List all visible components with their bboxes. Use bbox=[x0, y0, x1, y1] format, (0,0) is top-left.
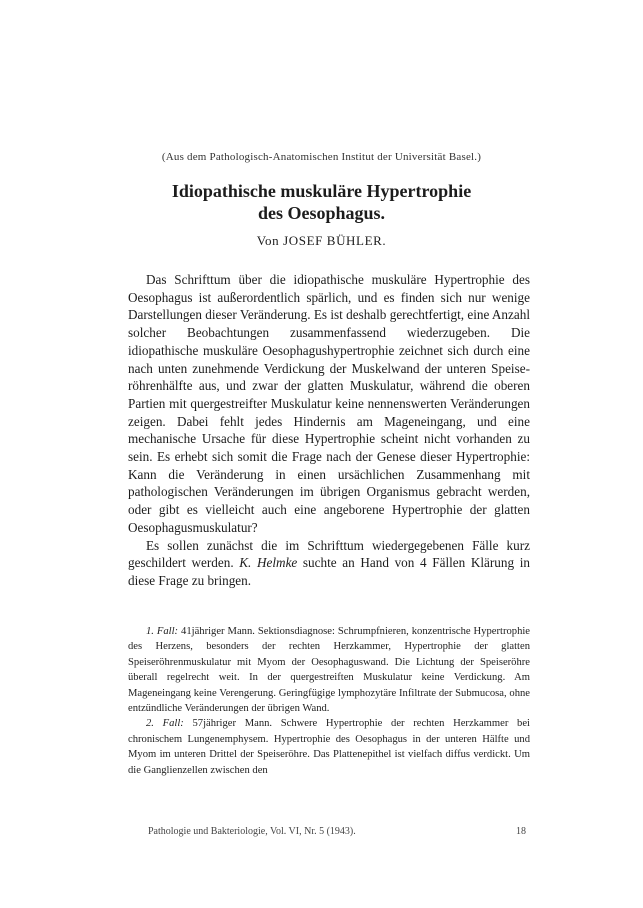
page-number: 18 bbox=[516, 826, 526, 837]
article-title bbox=[0, 180, 643, 224]
case-text: 57jähriger Mann. Schwere Hypertrophie der rechten Herzkammer bei chronischem Lungenemphysem. Hypertrophie des Oesophagus in der unteren Hälfte und Myom im unteren Drittel der Speiseröhre. Das Plattenepithel ist vielfach diffus verdickt. Um die Ganglienzellen zwischen den bbox=[128, 718, 530, 776]
paragraph-2 bbox=[128, 537, 530, 590]
body-text bbox=[128, 271, 530, 590]
case-report bbox=[128, 716, 530, 778]
author-reference: K. Helmke bbox=[239, 555, 298, 571]
title-line-2: des Oesophagus. bbox=[257, 203, 386, 223]
author-line: Von JOSEF BÜHLER. bbox=[256, 233, 387, 248]
title-line-1: Idiopathische muskuläre Hypertrophie bbox=[171, 181, 472, 201]
case-reports bbox=[128, 624, 530, 778]
case-text: 41jähriger Mann. Sektionsdiagnose: Schrumpfnieren, konzentrische Hypertrophie des Herzens, besonders der rechten Herzkammer, Hypertrophie der glatten Speiseröhrenmuskulatur mit Myom der Oesophaguswand. Die Lichtung der Speiseröhre überall regelrecht weit. In der quergestreiften Muskulatur keine Verdickung. Am Mageneingang keine Verengerung. Geringfügige lymphozytäre Infiltrate der Submucosa, ohne entzündliche Veränderungen der übrigen Wand. bbox=[128, 626, 531, 715]
case-report bbox=[128, 624, 530, 716]
paragraph-2-text: Es sollen zunächst die im Schrifttum wiedergegebenen Fälle kurz geschildert werden. bbox=[128, 537, 530, 571]
case-label: 2. Fall: bbox=[146, 718, 184, 730]
paragraph-1: Das Schrifttum über die idiopathische muskuläre Hypertrophie des Oesophagus ist außerordentlich spärlich, und es finden sich nur wenige Darstellungen dieser Veränderung. Es ist deshalb gerechtfertigt, eine Anzahl solcher Beobachtungen zusammenfassend wiederzugeben. Die idiopathische muskuläre Oesophagushypertrophie zeichnet sich durch eine nach unten zunehmende Verdickung der Muskelwand der unteren Speiseröhrenhälfte aus, und zwar der glatten Muskulatur, während die oberen Partien mit quergestreifter Muskulatur keine nennenswerten Veränderungen zeigen. Dabei fehlt jedes Hindernis am Mageneingang, und eine mechanische Ursache für diese Hypertrophie scheint nicht vorhanden zu sein. Es erhebt sich somit die Frage nach der Genese dieser Hypertrophie: Kann die Veränderung in einen ursächlichen Zusammenhang mit pathologischen Veränderungen im übrigen Organismus gebracht werden, oder gibt es vielleicht auch eine angeborene Hypertrophie der glatten Oesophagusmuskulatur? bbox=[128, 272, 530, 535]
institute-line: (Aus dem Pathologisch-Anatomischen Institut der Universität Basel.) bbox=[161, 151, 482, 163]
journal-reference: Pathologie und Bakteriologie, Vol. VI, Nr. 5 (1943). bbox=[148, 826, 356, 837]
case-label: 1. Fall: bbox=[146, 626, 179, 637]
paragraph-2-rest: suchte an Hand von 4 Fällen Klärung in diese Frage zu bringen. bbox=[128, 555, 530, 588]
